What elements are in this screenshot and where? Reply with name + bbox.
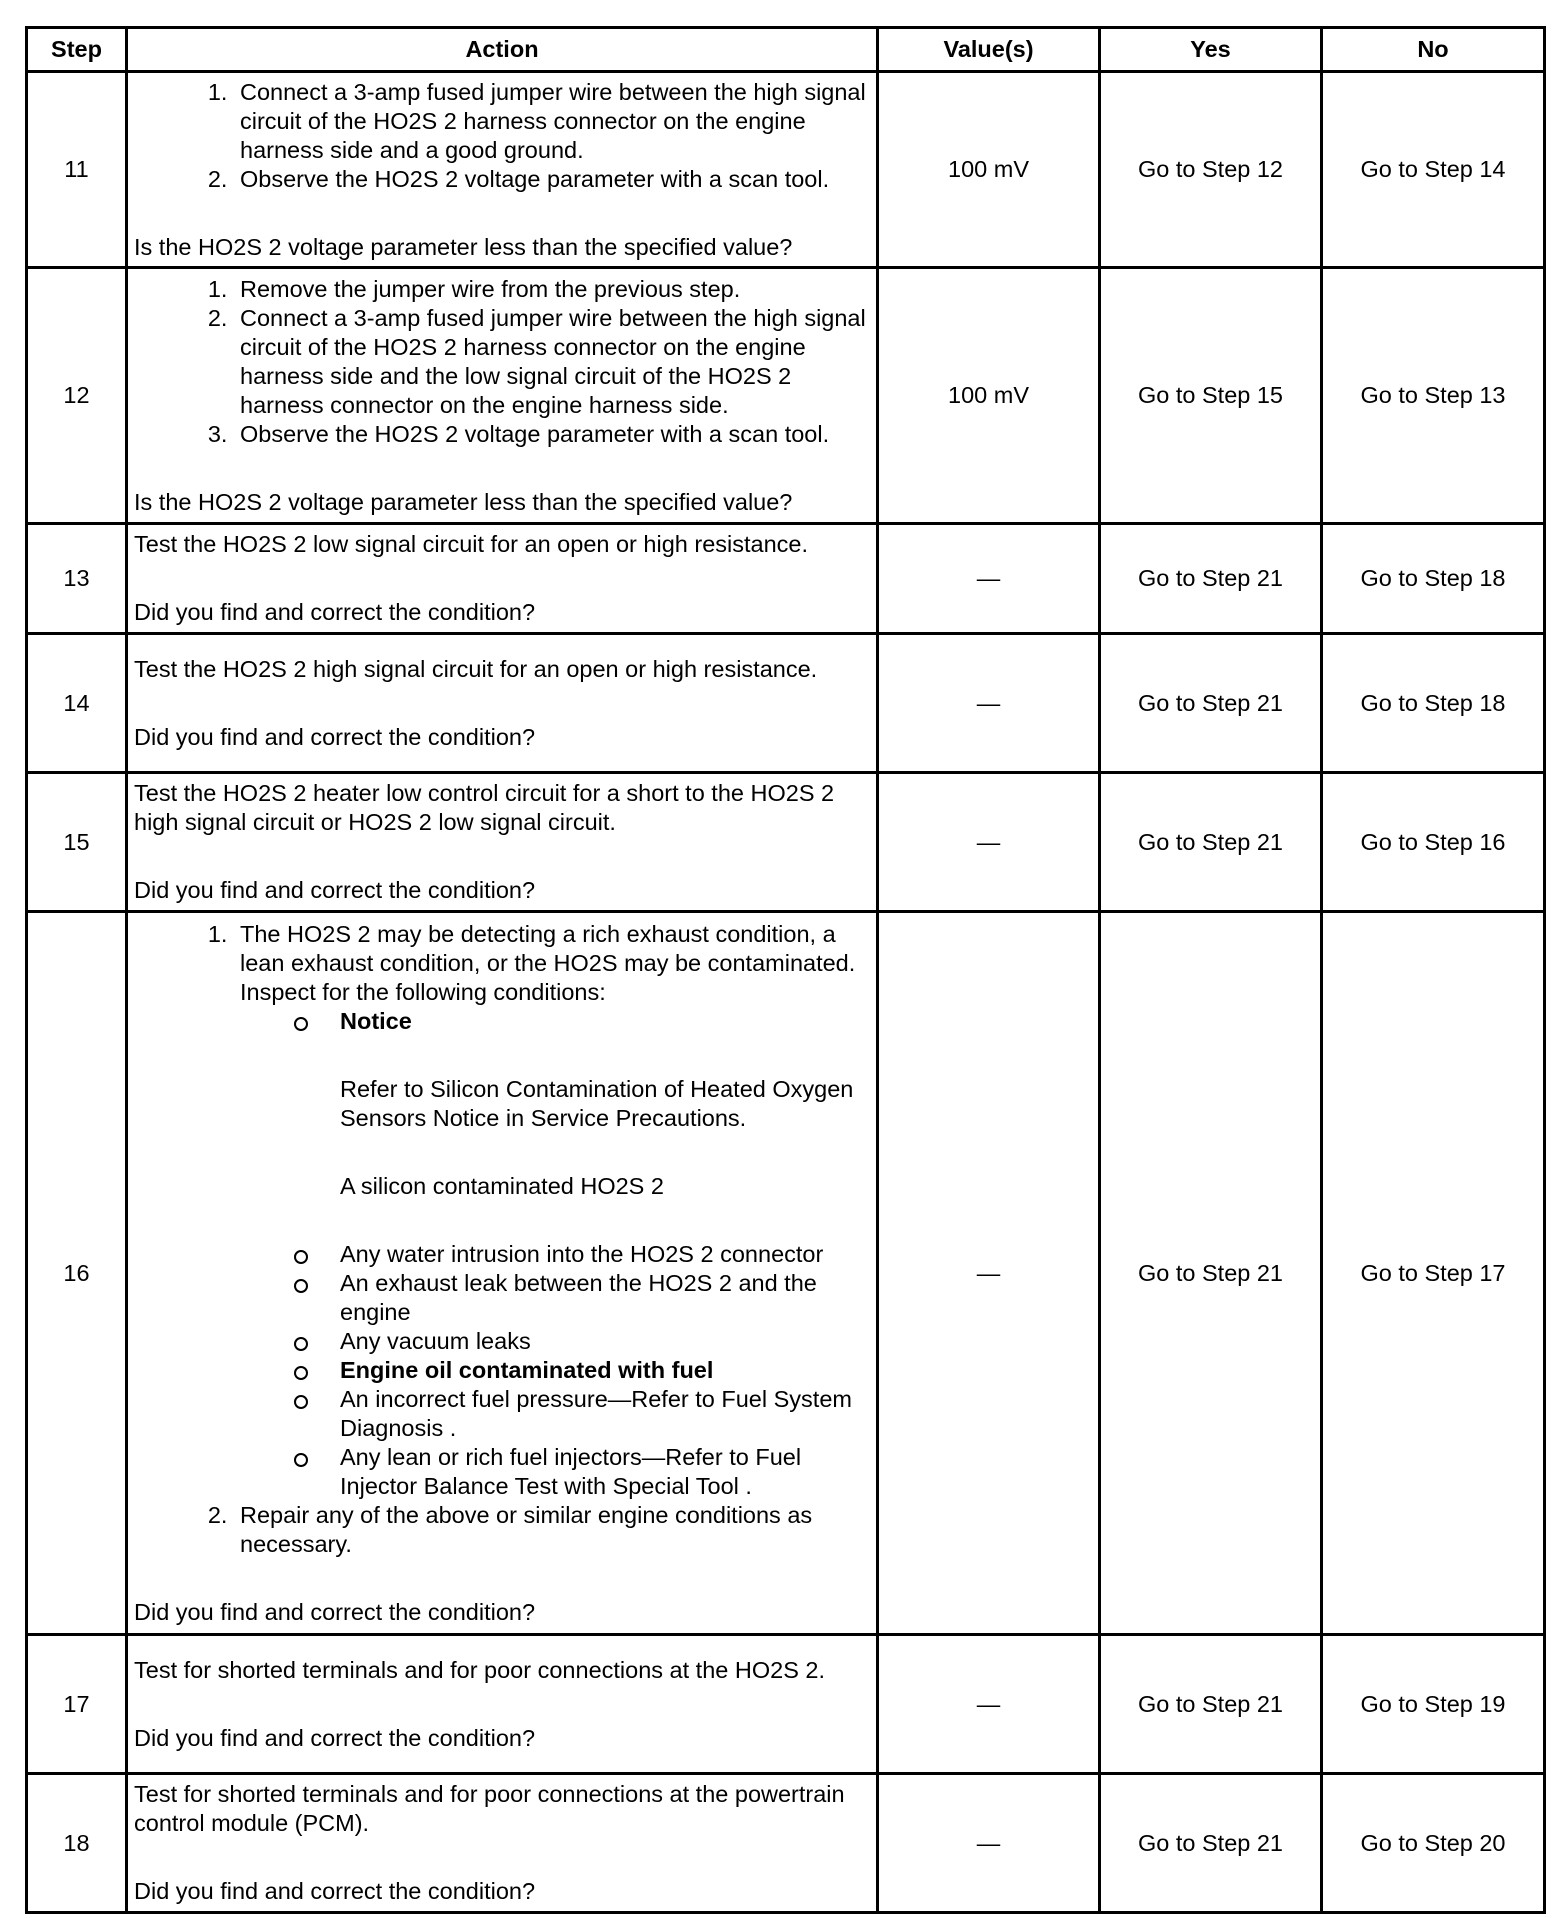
- step-number: 18: [27, 1774, 127, 1913]
- yes-cell: Go to Step 15: [1100, 268, 1322, 524]
- no-cell: Go to Step 14: [1322, 72, 1545, 268]
- header-no: No: [1322, 28, 1545, 72]
- yes-cell: Go to Step 21: [1100, 634, 1322, 773]
- table-row: [27, 268, 1545, 524]
- table-row: [27, 773, 1545, 912]
- condition-item: Any vacuum leaks: [340, 1327, 870, 1356]
- value-cell: —: [878, 912, 1100, 1635]
- yes-cell: Go to Step 21: [1100, 912, 1322, 1635]
- condition-item: Any lean or rich fuel injectors—Refer to Fuel Injector Balance Test with Special Tool .: [340, 1443, 870, 1501]
- question-text: Is the HO2S 2 voltage parameter less than the specified value?: [134, 488, 793, 515]
- table-row: [27, 72, 1545, 268]
- condition-item: An exhaust leak between the HO2S 2 and the engine: [340, 1269, 870, 1327]
- yes-cell: Go to Step 21: [1100, 773, 1322, 912]
- action-item: 3. Observe the HO2S 2 voltage parameter with a scan tool.: [234, 420, 870, 449]
- no-cell: Go to Step 16: [1322, 773, 1545, 912]
- no-cell: Go to Step 20: [1322, 1774, 1545, 1913]
- header-yes: Yes: [1100, 28, 1322, 72]
- no-cell: Go to Step 18: [1322, 634, 1545, 773]
- question-text: Did you find and correct the condition?: [134, 599, 536, 625]
- notice-item: [340, 1007, 870, 1240]
- action-item: 2. Observe the HO2S 2 voltage parameter with a scan tool.: [234, 165, 870, 194]
- table-row: [27, 1635, 1545, 1774]
- diagnostic-table: [25, 26, 1546, 1914]
- value-cell: —: [878, 773, 1100, 912]
- action-cell: [127, 268, 878, 524]
- action-item: 1. Connect a 3-amp fused jumper wire between the high signal circuit of the HO2S 2 harness connector on the engine harness side and a good ground.: [234, 78, 870, 165]
- header-action: Action: [127, 28, 878, 72]
- step-number: 12: [27, 268, 127, 524]
- action-item: 2. Connect a 3-amp fused jumper wire between the high signal circuit of the HO2S 2 harness connector on the engine harness side and the low signal circuit of the HO2S 2 harness connector on the engine harness side.: [234, 304, 870, 420]
- yes-cell: Go to Step 12: [1100, 72, 1322, 268]
- question-text: Did you find and correct the condition?: [134, 1878, 536, 1904]
- condition-item: Engine oil contaminated with fuel: [340, 1356, 870, 1385]
- step-number: 17: [27, 1635, 127, 1774]
- step-number: 13: [27, 524, 127, 634]
- step-number: 15: [27, 773, 127, 912]
- value-cell: 100 mV: [878, 72, 1100, 268]
- yes-cell: Go to Step 21: [1100, 1774, 1322, 1913]
- action-item: [234, 920, 870, 1501]
- no-cell: Go to Step 13: [1322, 268, 1545, 524]
- action-item: 2. Repair any of the above or similar engine conditions as necessary.: [234, 1501, 870, 1559]
- no-cell: Go to Step 19: [1322, 1635, 1545, 1774]
- action-cell: [127, 1774, 878, 1913]
- question-text: Is the HO2S 2 voltage parameter less than the specified value?: [134, 233, 793, 260]
- condition-item: Any water intrusion into the HO2S 2 connector: [340, 1240, 870, 1269]
- no-cell: Go to Step 18: [1322, 524, 1545, 634]
- value-cell: —: [878, 1774, 1100, 1913]
- action-cell: [127, 912, 878, 1635]
- header-values: Value(s): [878, 28, 1100, 72]
- notice-condition: A silicon contaminated HO2S 2: [340, 1172, 664, 1199]
- table-row: [27, 912, 1545, 1635]
- header-step: Step: [27, 28, 127, 72]
- yes-cell: Go to Step 21: [1100, 1635, 1322, 1774]
- action-text: Test for shorted terminals and for poor connections at the HO2S 2.: [134, 1656, 826, 1683]
- action-cell: [127, 634, 878, 773]
- action-item-text: The HO2S 2 may be detecting a rich exhaust condition, a lean exhaust condition, or the HO2S may be contaminated. Inspect for the following conditions:: [240, 920, 856, 1005]
- action-list: [134, 920, 870, 1559]
- action-item: 1. Remove the jumper wire from the previous step.: [234, 275, 870, 304]
- action-list: [134, 275, 870, 449]
- action-text: Test the HO2S 2 high signal circuit for an open or high resistance.: [134, 655, 818, 682]
- notice-text: Refer to Silicon Contamination of Heated Oxygen Sensors Notice in Service Precautions.: [340, 1075, 854, 1131]
- table-row: [27, 634, 1545, 773]
- step-number: 11: [27, 72, 127, 268]
- notice-title: Notice: [340, 1007, 412, 1034]
- action-cell: [127, 1635, 878, 1774]
- step-number: 16: [27, 912, 127, 1635]
- yes-cell: Go to Step 21: [1100, 524, 1322, 634]
- question-text: Did you find and correct the condition?: [134, 1724, 536, 1751]
- step-number: 14: [27, 634, 127, 773]
- action-list: [134, 78, 870, 194]
- value-cell: —: [878, 524, 1100, 634]
- value-cell: —: [878, 634, 1100, 773]
- action-text: Test the HO2S 2 heater low control circuit for a short to the HO2S 2 high signal circuit or HO2S 2 low signal circuit.: [134, 780, 835, 835]
- action-text: Test for shorted terminals and for poor connections at the powertrain control module (PCM).: [134, 1781, 845, 1836]
- value-cell: 100 mV: [878, 268, 1100, 524]
- question-text: Did you find and correct the condition?: [134, 723, 536, 750]
- header-row: [27, 28, 1545, 72]
- question-text: Did you find and correct the condition?: [134, 877, 536, 903]
- condition-item: An incorrect fuel pressure—Refer to Fuel System Diagnosis .: [340, 1385, 870, 1443]
- action-cell: [127, 773, 878, 912]
- action-text: Test the HO2S 2 low signal circuit for an open or high resistance.: [134, 531, 809, 557]
- condition-list: [240, 1007, 870, 1501]
- question-text: Did you find and correct the condition?: [134, 1598, 536, 1625]
- action-cell: [127, 72, 878, 268]
- table-row: [27, 1774, 1545, 1913]
- table-row: [27, 524, 1545, 634]
- action-cell: [127, 524, 878, 634]
- no-cell: Go to Step 17: [1322, 912, 1545, 1635]
- value-cell: —: [878, 1635, 1100, 1774]
